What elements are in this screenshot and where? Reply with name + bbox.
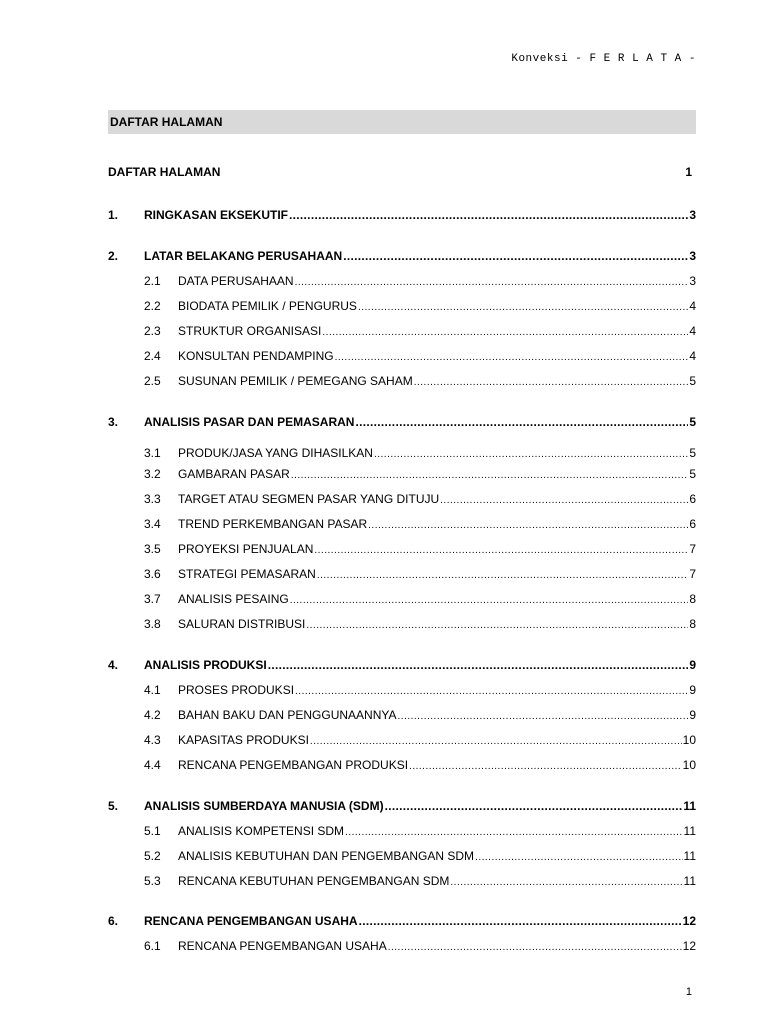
toc-entry-number: 3. bbox=[108, 415, 119, 429]
toc-leader-dots bbox=[310, 732, 682, 750]
toc-subsection-row[interactable] bbox=[108, 516, 696, 532]
toc-entry-label: BIODATA PEMILIK / PENGURUS bbox=[178, 299, 357, 313]
toc-subsection-row[interactable] bbox=[108, 823, 696, 839]
toc-leader-dots bbox=[295, 682, 688, 700]
toc-leader-dots bbox=[290, 591, 689, 609]
toc-entry-number: 5. bbox=[108, 799, 119, 813]
toc-subsection-row[interactable] bbox=[108, 938, 696, 954]
toc-entry-page: 11 bbox=[683, 874, 696, 888]
toc-leader-dots bbox=[450, 873, 682, 891]
toc-entry-number: 3.6 bbox=[144, 567, 161, 581]
toc-entry-number: 3.2 bbox=[144, 467, 161, 481]
toc-entry-page: 3 bbox=[689, 274, 696, 288]
toc-leader-dots bbox=[317, 566, 689, 584]
toc-entry-page: 5 bbox=[689, 374, 696, 388]
toc-entry-page: 5 bbox=[689, 415, 696, 429]
toc-heading-row bbox=[108, 164, 696, 180]
toc-leader-dots bbox=[345, 823, 682, 841]
toc-entry-label: TREND PERKEMBANGAN PASAR bbox=[178, 517, 368, 531]
toc-entry-page: 3 bbox=[689, 249, 696, 263]
toc-entry-number: 6. bbox=[108, 914, 119, 928]
toc-entry-label: LATAR BELAKANG PERUSAHAAN bbox=[144, 249, 343, 263]
toc-subsection-row[interactable] bbox=[108, 873, 696, 889]
toc-section-row[interactable] bbox=[108, 414, 696, 430]
toc-entry-number: 2.1 bbox=[144, 274, 161, 288]
toc-entry-number: 4. bbox=[108, 658, 119, 672]
toc-leader-dots bbox=[374, 445, 688, 463]
toc-leader-dots bbox=[291, 466, 689, 484]
toc-entry-number: 3.8 bbox=[144, 617, 161, 631]
toc-entry-number: 3.3 bbox=[144, 492, 161, 506]
toc-entry-label: RENCANA PENGEMBANGAN USAHA bbox=[178, 939, 387, 953]
toc-leader-dots bbox=[359, 913, 682, 929]
toc-entry-number: 4.3 bbox=[144, 733, 161, 747]
toc-leader-dots bbox=[335, 348, 689, 366]
toc-entry-number: 2.4 bbox=[144, 349, 161, 363]
toc-subsection-row[interactable] bbox=[108, 732, 696, 748]
toc-entry-label: ANALISIS KOMPETENSI SDM bbox=[178, 824, 345, 838]
toc-entry-label: RENCANA PENGEMBANGAN USAHA bbox=[144, 914, 358, 928]
toc-entry-label: ANALISIS PESAING bbox=[178, 592, 289, 606]
toc-subsection-row[interactable] bbox=[108, 323, 696, 339]
toc-subsection-row[interactable] bbox=[108, 348, 696, 364]
toc-heading-page: 1 bbox=[685, 165, 692, 179]
toc-entry-page: 12 bbox=[682, 939, 696, 953]
toc-entry-page: 9 bbox=[689, 658, 696, 672]
toc-subsection-row[interactable] bbox=[108, 848, 696, 864]
toc-entry-number: 3.1 bbox=[144, 446, 161, 460]
toc-entry-number: 5.3 bbox=[144, 874, 161, 888]
toc-entry-page: 4 bbox=[689, 324, 696, 338]
toc-entry-number: 5.2 bbox=[144, 849, 161, 863]
toc-entry-number: 5.1 bbox=[144, 824, 161, 838]
toc-entry-label: ANALISIS KEBUTUHAN DAN PENGEMBANGAN SDM bbox=[178, 849, 475, 863]
toc-leader-dots bbox=[358, 298, 688, 316]
toc-entry-label: DATA PERUSAHAAN bbox=[178, 274, 294, 288]
toc-entry-page: 4 bbox=[689, 349, 696, 363]
toc-entry-label: RENCANA KEBUTUHAN PENGEMBANGAN SDM bbox=[178, 874, 450, 888]
toc-leader-dots bbox=[414, 373, 689, 391]
toc-entry-label: TARGET ATAU SEGMEN PASAR YANG DITUJU bbox=[178, 492, 440, 506]
toc-entry-label: PROSES PRODUKSI bbox=[178, 683, 295, 697]
toc-subsection-row[interactable] bbox=[108, 273, 696, 289]
running-header: Konveksi - F E R L A T A - bbox=[511, 53, 696, 65]
toc-entry-label: RENCANA PENGEMBANGAN PRODUKSI bbox=[178, 758, 409, 772]
toc-entry-page: 11 bbox=[683, 799, 696, 813]
toc-leader-dots bbox=[306, 616, 688, 634]
toc-subsection-row[interactable] bbox=[108, 373, 696, 389]
toc-entry-page: 7 bbox=[689, 567, 696, 581]
toc-subsection-row[interactable] bbox=[108, 707, 696, 723]
toc-subsection-row[interactable] bbox=[108, 445, 696, 461]
toc-subsection-row[interactable] bbox=[108, 541, 696, 557]
toc-entry-label: KONSULTAN PENDAMPING bbox=[178, 349, 334, 363]
toc-entry-page: 7 bbox=[689, 542, 696, 556]
toc-subsection-row[interactable] bbox=[108, 616, 696, 632]
toc-subsection-row[interactable] bbox=[108, 466, 696, 482]
toc-subsection-row[interactable] bbox=[108, 566, 696, 582]
toc-leader-dots bbox=[368, 516, 688, 534]
toc-entry-number: 2. bbox=[108, 249, 119, 263]
toc-entry-page: 10 bbox=[682, 758, 696, 772]
toc-entry-page: 11 bbox=[683, 824, 696, 838]
toc-entry-label: PROYEKSI PENJUALAN bbox=[178, 542, 314, 556]
toc-entry-page: 8 bbox=[689, 617, 696, 631]
toc-entry-label: ANALISIS PRODUKSI bbox=[144, 658, 267, 672]
toc-entry-label: ANALISIS SUMBERDAYA MANUSIA (SDM) bbox=[144, 799, 384, 813]
toc-leader-dots bbox=[289, 207, 688, 223]
toc-entry-number: 2.3 bbox=[144, 324, 161, 338]
toc-entry-number: 4.4 bbox=[144, 758, 161, 772]
toc-entry-page: 8 bbox=[689, 592, 696, 606]
toc-entry-number: 4.1 bbox=[144, 683, 161, 697]
toc-subsection-row[interactable] bbox=[108, 682, 696, 698]
toc-entry-label: STRUKTUR ORGANISASI bbox=[178, 324, 322, 338]
toc-entry-page: 11 bbox=[683, 849, 696, 863]
toc-entry-page: 4 bbox=[689, 299, 696, 313]
toc-entry-number: 3.7 bbox=[144, 592, 161, 606]
toc-entry-label: BAHAN BAKU DAN PENGGUNAANNYA bbox=[178, 708, 397, 722]
toc-entry-page: 6 bbox=[689, 492, 696, 506]
toc-entry-page: 5 bbox=[689, 467, 696, 481]
toc-section-row[interactable] bbox=[108, 207, 696, 223]
toc-entry-label: GAMBARAN PASAR bbox=[178, 467, 290, 481]
toc-entry-number: 3.5 bbox=[144, 542, 161, 556]
toc-entry-page: 9 bbox=[689, 708, 696, 722]
toc-entry-page: 5 bbox=[689, 446, 696, 460]
toc-leader-dots bbox=[398, 707, 689, 725]
toc-entry-number: 6.1 bbox=[144, 939, 161, 953]
toc-entry-label: ANALISIS PASAR DAN PEMASARAN bbox=[144, 415, 355, 429]
page-number: 1 bbox=[685, 986, 692, 998]
toc-entry-page: 12 bbox=[682, 914, 696, 928]
toc-entry-label: SUSUNAN PEMILIK / PEMEGANG SAHAM bbox=[178, 374, 413, 388]
toc-leader-dots bbox=[268, 657, 689, 673]
toc-leader-dots bbox=[440, 491, 688, 509]
toc-entry-number: 4.2 bbox=[144, 708, 161, 722]
toc-entry-label: KAPASITAS PRODUKSI bbox=[178, 733, 309, 747]
toc-leader-dots bbox=[409, 757, 682, 775]
toc-leader-dots bbox=[475, 848, 682, 866]
toc-entry-label: SALURAN DISTRIBUSI bbox=[178, 617, 306, 631]
toc-leader-dots bbox=[295, 273, 689, 291]
toc-entry-label: PRODUK/JASA YANG DIHASILKAN bbox=[178, 446, 373, 460]
toc-entry-number: 2.2 bbox=[144, 299, 161, 313]
toc-entry-label: RINGKASAN EKSEKUTIF bbox=[144, 208, 289, 222]
toc-section-row[interactable] bbox=[108, 657, 696, 673]
toc-leader-dots bbox=[388, 938, 682, 956]
toc-entry-number: 3.4 bbox=[144, 517, 161, 531]
toc-entry-page: 10 bbox=[682, 733, 696, 747]
toc-subsection-row[interactable] bbox=[108, 491, 696, 507]
toc-section-row[interactable] bbox=[108, 248, 696, 264]
toc-leader-dots bbox=[343, 248, 688, 264]
toc-entry-label: STRATEGI PEMASARAN bbox=[178, 567, 316, 581]
section-title-bar: DAFTAR HALAMAN bbox=[108, 110, 696, 134]
toc-section-row[interactable] bbox=[108, 913, 696, 929]
toc-entry-page: 9 bbox=[689, 683, 696, 697]
toc-leader-dots bbox=[385, 798, 683, 814]
toc-entry-page: 3 bbox=[689, 208, 696, 222]
toc-leader-dots bbox=[314, 541, 688, 559]
toc-subsection-row[interactable] bbox=[108, 298, 696, 314]
toc-entry-number: 2.5 bbox=[144, 374, 161, 388]
toc-leader-dots bbox=[355, 414, 688, 430]
toc-entry-number: 1. bbox=[108, 208, 119, 222]
toc-subsection-row[interactable] bbox=[108, 757, 696, 773]
toc-leader-dots bbox=[322, 323, 688, 341]
toc-subsection-row[interactable] bbox=[108, 591, 696, 607]
toc-entry-page: 6 bbox=[689, 517, 696, 531]
toc-section-row[interactable] bbox=[108, 798, 696, 814]
toc-heading-label: DAFTAR HALAMAN bbox=[108, 165, 221, 179]
